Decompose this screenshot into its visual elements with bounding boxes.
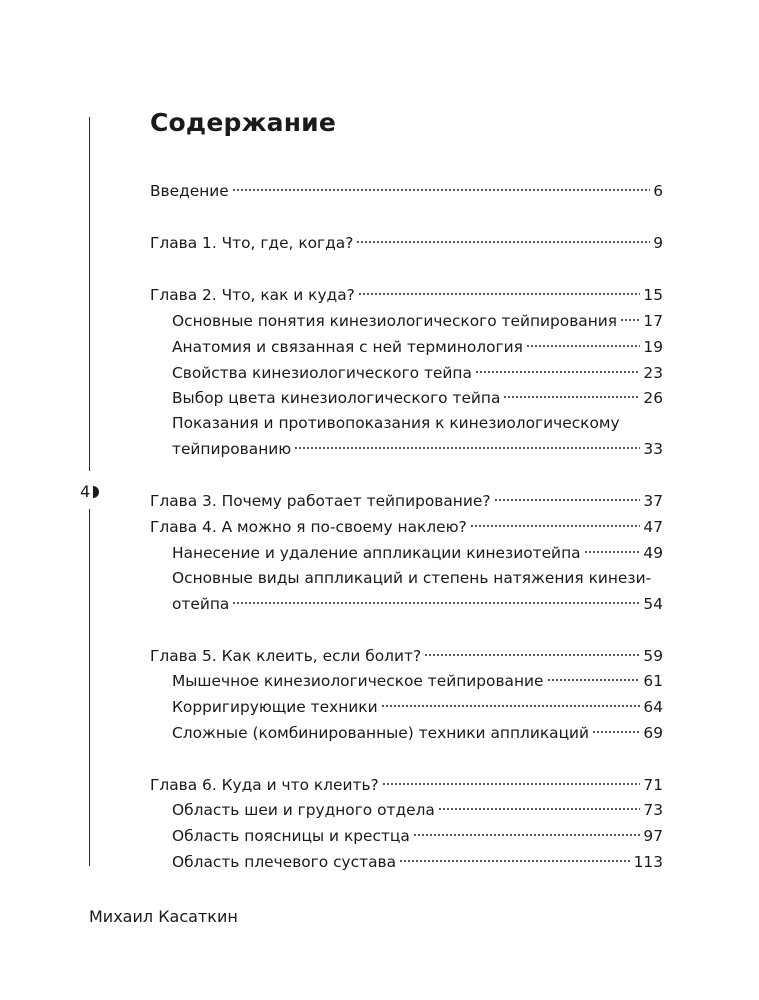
toc-entry-page: 97: [643, 827, 663, 845]
toc-entry-label: отейпа: [172, 595, 230, 613]
toc-entry-label: Область шеи и грудного отдела: [172, 801, 435, 819]
toc-entry-chapter-6-1[interactable]: [172, 797, 663, 823]
page-title: Содержание: [150, 108, 337, 137]
toc-entry-label: Область поясницы и крестца: [172, 827, 410, 845]
dot-leader: [494, 497, 641, 502]
toc-entry-chapter-6-3[interactable]: [172, 849, 663, 875]
toc-entry-label: Сложные (комбинированные) техники аппликаций: [172, 724, 590, 742]
dot-leader: [358, 291, 641, 296]
toc-entry-chapter-2-5-line1[interactable]: Показания и противопоказания к кинезиологическому: [172, 414, 620, 432]
toc-entry-chapter-6-2[interactable]: [172, 823, 663, 849]
dot-leader: [592, 729, 640, 734]
toc-entry-page: 113: [633, 853, 663, 871]
dot-leader: [356, 239, 650, 244]
toc-entry-chapter-2[interactable]: [150, 282, 663, 308]
toc-entry-label: тейпированию: [172, 440, 292, 458]
toc-entry-page: 33: [643, 440, 663, 458]
toc-entry-page: 49: [643, 544, 663, 562]
toc-entry-chapter-2-3[interactable]: [172, 360, 663, 386]
dot-leader: [413, 832, 641, 837]
toc-entry-chapter-5-2[interactable]: [172, 694, 663, 720]
dot-leader: [232, 187, 650, 192]
toc-entry-page: 17: [643, 312, 663, 330]
toc-entry-label: Выбор цвета кинезиологического тейпа: [172, 389, 501, 407]
toc-entry-page: 64: [643, 698, 663, 716]
toc-entry-chapter-6[interactable]: [150, 772, 663, 798]
dot-leader: [503, 394, 640, 399]
dot-leader: [584, 549, 641, 554]
toc-entry-label: Свойства кинезиологического тейпа: [172, 364, 472, 382]
dot-leader: [547, 677, 641, 682]
toc-entry-page: 69: [643, 724, 663, 742]
toc-entry-chapter-2-2[interactable]: [172, 334, 663, 360]
dot-leader: [438, 806, 641, 811]
toc-entry-label: Нанесение и удаление аппликации кинезиотейпа: [172, 544, 581, 562]
toc-entry-page: 59: [643, 647, 663, 665]
margin-rule-top: [89, 117, 90, 471]
toc-entry-chapter-5[interactable]: [150, 643, 663, 669]
toc-entry-label: Глава 3. Почему работает тейпирование?: [150, 492, 491, 510]
dot-leader: [620, 317, 640, 322]
toc-entry-page: 26: [643, 389, 663, 407]
toc-entry-label: Область плечевого сустава: [172, 853, 397, 871]
page-number-text: 4: [80, 482, 91, 501]
half-circle-icon: [93, 486, 99, 498]
page-number: [80, 482, 99, 502]
toc-entry-chapter-2-5[interactable]: [172, 436, 663, 462]
toc-entry-page: 23: [643, 364, 663, 382]
dot-leader: [399, 858, 631, 863]
toc-entry-page: 19: [643, 338, 663, 356]
toc-entry-page: 6: [653, 182, 663, 200]
toc-entry-chapter-4-2-line1[interactable]: Основные виды аппликаций и степень натяжения кинези-: [172, 569, 652, 587]
dot-leader: [424, 652, 640, 657]
toc-entry-chapter-5-3[interactable]: [172, 720, 663, 746]
toc-entry-label: Основные понятия кинезиологического тейпирования: [172, 312, 618, 330]
toc-entry-chapter-5-1[interactable]: [172, 668, 663, 694]
toc-entry-label: Корригирующие техники: [172, 698, 378, 716]
toc-entry-chapter-4-2[interactable]: [172, 591, 663, 617]
toc-entry-chapter-2-1[interactable]: [172, 308, 663, 334]
toc-entry-page: 71: [643, 776, 663, 794]
toc-entry-label: Глава 2. Что, как и куда?: [150, 286, 355, 304]
toc-entry-label: Анатомия и связанная с ней терминология: [172, 338, 523, 356]
dot-leader: [294, 445, 640, 450]
toc-entry-label: Введение: [150, 182, 229, 200]
dot-leader: [381, 703, 641, 708]
dot-leader: [475, 369, 641, 374]
dot-leader: [382, 781, 641, 786]
toc-entry-intro[interactable]: [150, 178, 663, 204]
toc-entry-chapter-4[interactable]: [150, 514, 663, 540]
toc-entry-label: Глава 5. Как клеить, если болит?: [150, 647, 422, 665]
author-name: Михаил Касаткин: [89, 907, 238, 926]
margin-rule-bottom: [89, 509, 90, 866]
toc-entry-page: 73: [643, 801, 663, 819]
toc-entry-chapter-4-1[interactable]: [172, 540, 663, 566]
toc-entry-label: Глава 4. А можно я по-своему наклею?: [150, 518, 467, 536]
toc-entry-chapter-2-4[interactable]: [172, 385, 663, 411]
toc-entry-page: 9: [653, 234, 663, 252]
dot-leader: [526, 343, 641, 348]
dot-leader: [470, 523, 641, 528]
toc-entry-label: Глава 6. Куда и что клеить?: [150, 776, 379, 794]
dot-leader: [232, 600, 640, 605]
toc-entry-label: Мышечное кинезиологическое тейпирование: [172, 672, 544, 690]
toc-entry-page: 47: [643, 518, 663, 536]
toc-entry-page: 61: [643, 672, 663, 690]
toc-entry-label: Глава 1. Что, где, когда?: [150, 234, 354, 252]
toc-entry-chapter-1[interactable]: [150, 230, 663, 256]
toc-entry-page: 37: [643, 492, 663, 510]
toc-entry-page: 15: [643, 286, 663, 304]
toc-entry-chapter-3[interactable]: [150, 488, 663, 514]
toc-entry-page: 54: [643, 595, 663, 613]
